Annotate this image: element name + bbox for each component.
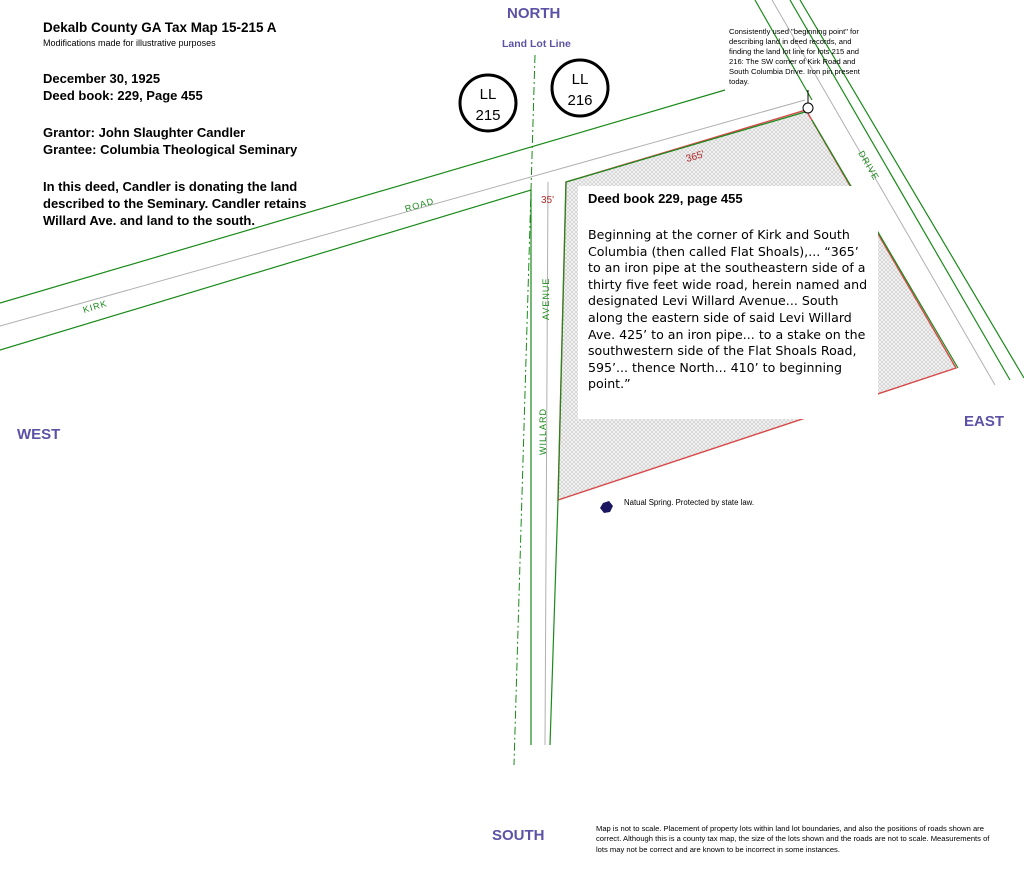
natural-spring-marker [600, 501, 613, 513]
map-title: Dekalb County GA Tax Map 15-215 A [43, 20, 277, 35]
beginning-point-note-4: 216: The SW corner of Kirk Road and [729, 57, 856, 66]
land-lot-216-prefix: LL [571, 71, 589, 88]
grantor: Grantor: John Slaughter Candler [43, 125, 246, 140]
land-lot-215-number: 215 [475, 107, 501, 124]
beginning-point-note-3: finding the land lot line for lots 215 and [729, 47, 860, 56]
grantee: Grantee: Columbia Theological Seminary [43, 142, 298, 157]
deed-reference: Deed book: 229, Page 455 [43, 88, 203, 103]
map-subtitle: Modifications made for illustrative purposes [43, 38, 216, 48]
deed-excerpt-title: Deed book 229, page 455 [588, 191, 743, 206]
compass-north: NORTH [507, 5, 561, 22]
beginning-point-note-2: describing land in deed records, and [729, 37, 852, 46]
beginning-point-note-5: South Columbia Drive. Iron pin present [729, 67, 860, 76]
land-lot-line [514, 55, 535, 765]
summary-line-1: In this deed, Candler is donating the land [43, 179, 298, 194]
willard-label: WILLARD [538, 407, 548, 455]
drive-label: DRIVE [856, 149, 882, 183]
avenue-label: AVENUE [541, 277, 551, 320]
deed-excerpt-box [578, 186, 878, 419]
compass-east: EAST [964, 413, 1005, 430]
land-lot-line-label: Land Lot Line [502, 38, 571, 50]
beginning-point-note-1: Consistently used "beginning point" for [729, 27, 859, 36]
beginning-point-note-6: today. [729, 77, 750, 86]
land-lot-216-number: 216 [567, 92, 593, 109]
deed-date: December 30, 1925 [43, 71, 161, 86]
willard-centerline [545, 182, 548, 745]
summary-line-2: described to the Seminary. Candler retains [43, 196, 307, 211]
land-lot-216 [552, 60, 608, 116]
compass-west: WEST [17, 426, 61, 443]
land-lot-215-prefix: LL [479, 86, 497, 103]
beginning-point-marker [803, 103, 813, 113]
compass-south: SOUTH [492, 827, 545, 844]
front-measurement: 365' [684, 149, 706, 165]
kirk-road-label: KIRK [81, 298, 109, 315]
deed-excerpt-body: Beginning at the corner of Kirk and South Columbia (then called Flat Shoals),... “365’ to an iron pipe at the southeastern side of a thirty five feet wide road, herein named and designated Levi Willard Avenue... South along the eastern side of said Levi Willard Ave. 425’ to an iron pipe... to a stake on the southwestern side of the Flat Shoals Road, 595’... thence North... 410’ to beginning point.” [588, 227, 868, 392]
road-label: ROAD [403, 195, 436, 214]
road-width-measurement: 35' [541, 195, 555, 206]
spring-note: Natual Spring. Protected by state law. [624, 498, 755, 507]
map-footnote: Map is not to scale. Placement of property lots within land lot boundaries, and also the positions of roads shown are correct. Although this is a county tax map, the size of the lots shown and the roads are not to scale. Measurements of lots may not be correct and are known to be incorrect in some instances. [596, 824, 990, 854]
summary-line-3: Willard Ave. and land to the south. [43, 213, 255, 228]
land-lot-215 [460, 75, 516, 131]
